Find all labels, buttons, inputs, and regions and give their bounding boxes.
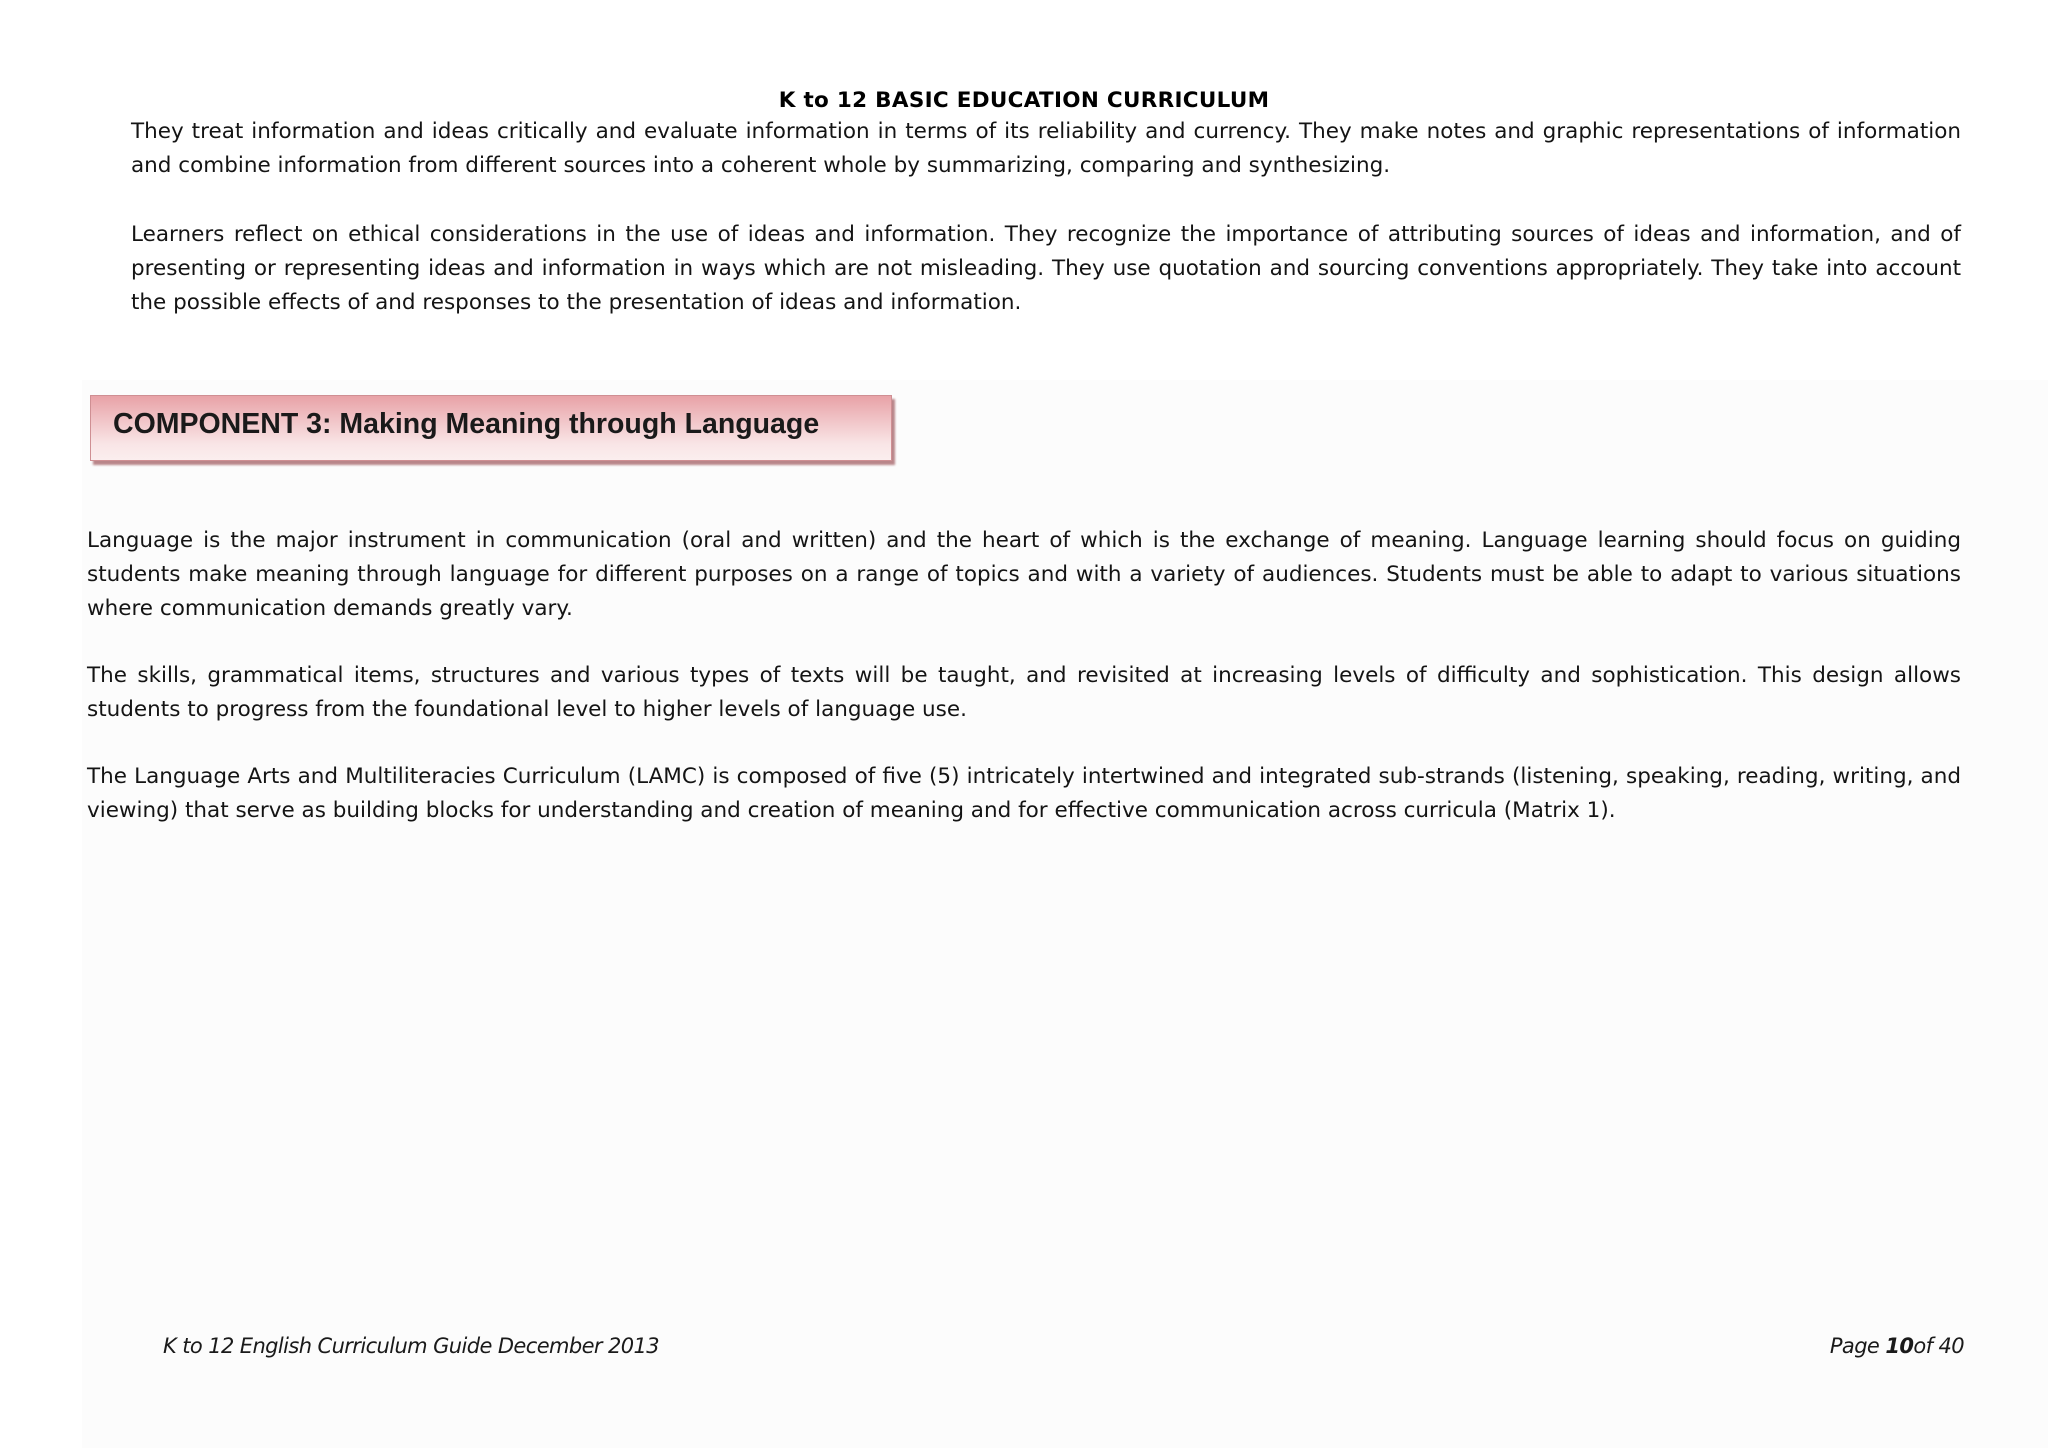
footer-page-indicator [1830,1334,1964,1358]
footer-page-number: 10 [1885,1334,1914,1358]
footer-page-prefix: Page [1829,1334,1886,1358]
component-heading: COMPONENT 3: Making Meaning through Language [113,408,820,440]
body-paragraph-1: They treat information and ideas critically and evaluate information in terms of its reliability and currency. They make notes and graphic representations of information and combine information from different sources into a coherent whole by summarizing, comparing and synthesizing. [131,119,1961,178]
body-paragraph-3: Language is the major instrument in communication (oral and written) and the heart of which is the exchange of meaning. Language learning should focus on guiding students make meaning through language for different purposes on a range of topics and with a variety of audiences. Students must be able to adapt to various situations where communication demands greatly vary. [87,528,1961,621]
document-header-title: K to 12 BASIC EDUCATION CURRICULUM [778,88,1270,113]
component-heading-box [90,395,892,461]
body-paragraph-5: The Language Arts and Multiliteracies Curriculum (LAMC) is composed of five (5) intricately intertwined and integrated sub-strands (listening, speaking, reading, writing, and viewing) that serve as building blocks for understanding and creation of meaning and for effective communication across curricula (Matrix 1). [87,764,1961,823]
body-paragraph-2: Learners reflect on ethical considerations in the use of ideas and information. They recognize the importance of attributing sources of ideas and information, and of presenting or representing ideas and information in ways which are not misleading. They use quotation and sourcing conventions appropriately. They take into account the possible effects of and responses to the presentation of ideas and information. [131,222,1961,315]
body-paragraph-4: The skills, grammatical items, structures and various types of texts will be taught, and revisited at increasing levels of difficulty and sophistication. This design allows students to progress from the foundational level to higher levels of language use. [87,663,1961,722]
footer-page-suffix: of 40 [1913,1334,1964,1358]
footer-document-name: K to 12 English Curriculum Guide December 2013 [163,1334,660,1358]
